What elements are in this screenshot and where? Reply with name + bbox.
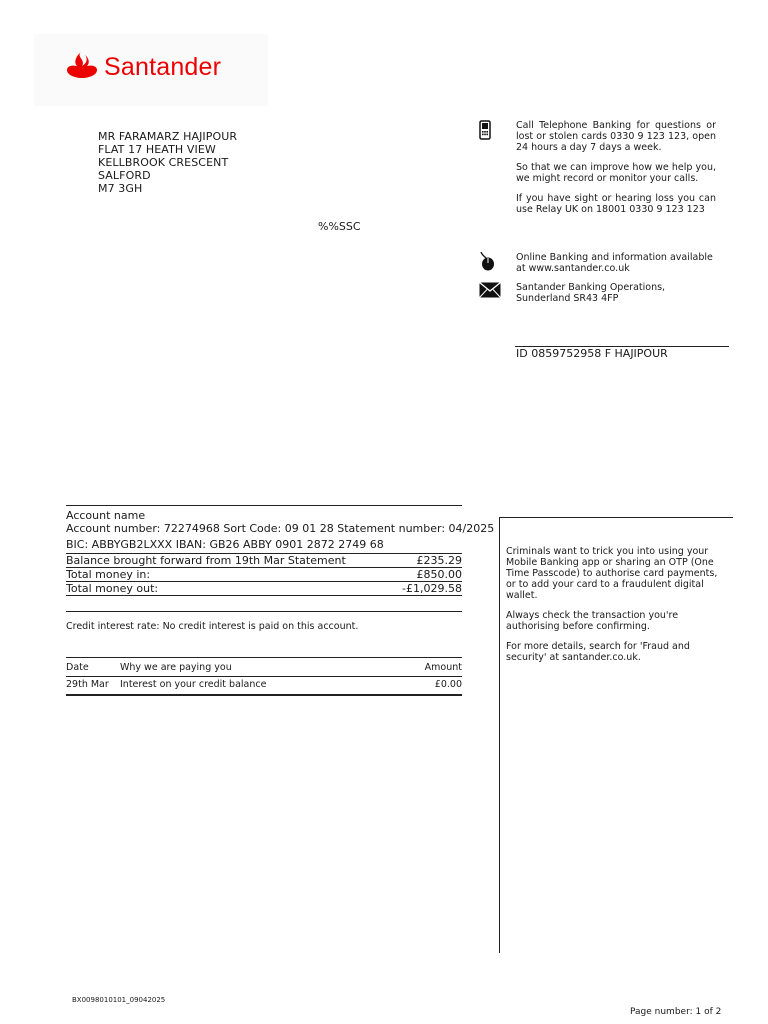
credit-interest-note: Credit interest rate: No credit interest is paid on this account.	[66, 621, 359, 632]
table-cell-date: 29th Mar	[66, 679, 109, 690]
table-cell-amount: £0.00	[434, 679, 462, 690]
address-line: SALFORD	[98, 169, 151, 182]
telephone-banking-info	[516, 120, 716, 215]
fraud-box-left-border	[499, 517, 500, 953]
interest-note-divider	[66, 611, 462, 612]
address-line: KELLBROOK CRESCENT	[98, 156, 229, 169]
document-reference: BX0098010101_09042025	[72, 996, 166, 1004]
table-header-divider	[66, 676, 462, 677]
customer-id: ID 0859752958 F HAJIPOUR	[516, 347, 668, 360]
money-out-row	[66, 582, 462, 596]
phone-info-para: So that we can improve how we help you, we might record or monitor your calls.	[516, 162, 716, 184]
mobile-phone-icon	[478, 120, 500, 142]
account-number-line: Account number: 72274968 Sort Code: 09 01 28 Statement number: 04/2025	[66, 522, 495, 535]
balance-label: Balance brought forward from 19th Mar Statement	[66, 554, 346, 567]
table-cell-description: Interest on your credit balance	[120, 679, 267, 690]
money-in-label: Total money in:	[66, 568, 151, 581]
money-in-row	[66, 568, 462, 582]
table-bottom-divider	[66, 694, 462, 696]
account-name-label: Account name	[66, 509, 146, 522]
money-out-label: Total money out:	[66, 582, 159, 595]
fraud-warning	[506, 546, 728, 672]
page-number: Page number: 1 of 2	[630, 1007, 722, 1017]
phone-info-para: Call Telephone Banking for questions or lost or stolen cards 0330 9 123 123, open 24 hours a day 7 days a week.	[516, 120, 716, 153]
fraud-warning-para: For more details, search for 'Fraud and security' at santander.co.uk.	[506, 641, 690, 663]
summary-top-divider	[66, 505, 462, 506]
fraud-warning-para: Always check the transaction you're authorising before confirming.	[506, 610, 679, 632]
money-out-value: -£1,029.58	[402, 582, 462, 595]
table-header-amount: Amount	[424, 662, 462, 673]
fraud-warning-para: Criminals want to trick you into using your Mobile Banking app or sharing an OTP (One Time Passcode) to authorise card payments, or to add your card to a fraudulent digital wallet.	[506, 546, 718, 601]
flame-logo-icon	[66, 51, 98, 83]
summary-bottom-divider	[66, 595, 462, 596]
bic-iban-line: BIC: ABBYGB2LXXX IBAN: GB26 ABBY 0901 2872 2749 68	[66, 538, 384, 551]
online-banking-info: Online Banking and information available at www.santander.co.uk	[516, 252, 713, 274]
address-line: MR FARAMARZ HAJIPOUR	[98, 130, 238, 143]
money-in-value: £850.00	[416, 568, 462, 581]
balance-row	[66, 554, 462, 568]
computer-mouse-icon	[478, 251, 500, 273]
ssc-code: %%SSC	[318, 220, 361, 233]
brand-name: Santander	[104, 52, 222, 81]
table-header-description: Why we are paying you	[120, 662, 232, 673]
balance-value: £235.29	[416, 554, 462, 567]
phone-info-para: If you have sight or hearing loss you can use Relay UK on 18001 0330 9 123 123	[516, 193, 716, 215]
santander-logo	[66, 51, 221, 83]
recipient-address	[98, 130, 237, 195]
address-line: M7 3GH	[98, 182, 143, 195]
address-line: FLAT 17 HEATH VIEW	[98, 143, 216, 156]
envelope-icon	[479, 282, 501, 304]
table-top-divider	[66, 657, 462, 658]
fraud-box-top-border	[499, 517, 733, 518]
table-header-date: Date	[66, 662, 89, 673]
mail-address-info: Santander Banking Operations, Sunderland SR43 4FP	[516, 282, 666, 304]
